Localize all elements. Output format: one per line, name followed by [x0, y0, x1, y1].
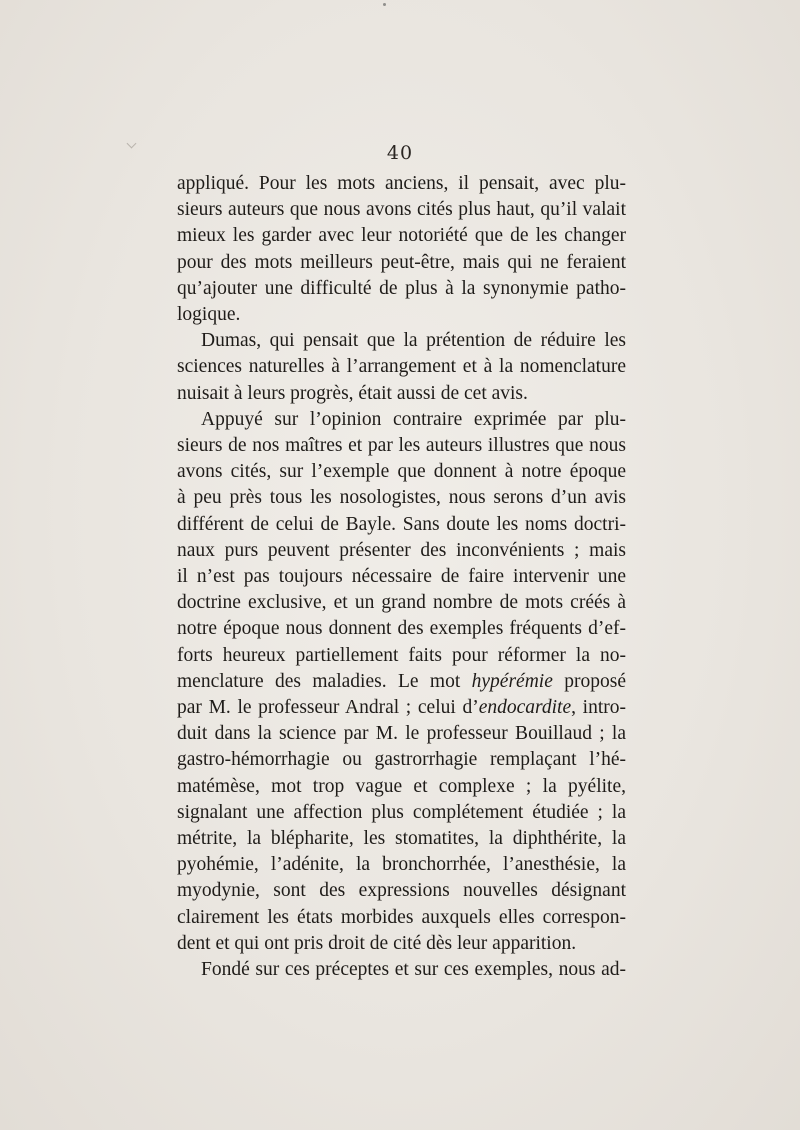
text-line: métrite, la blépharite, les stomatites, la diphthérite, la	[177, 828, 626, 850]
text-line: forts heureux partiellement faits pour réformer la no-	[177, 644, 626, 666]
text-line: naux purs peuvent présenter des inconvénients ; mais	[177, 539, 626, 561]
text-line: différent de celui de Bayle. Sans doute les noms doctri-	[177, 513, 626, 535]
text-line: dent et qui ont pris droit de cité dès leur apparition.	[177, 932, 577, 954]
text-line: notre époque nous donnent des exemples fréquents d’ef-	[177, 618, 626, 640]
text-line: Dumas, qui pensait que la prétention de réduire les	[201, 330, 626, 352]
text-line: menclature des maladies. Le mot hypérémie proposé	[177, 670, 626, 692]
text-line: Fondé sur ces préceptes et sur ces exemples, nous ad-	[201, 959, 626, 981]
page-number: 40	[386, 142, 414, 164]
text-line: myodynie, sont des expressions nouvelles désignant	[177, 880, 626, 902]
paper-speck	[383, 3, 386, 6]
text-line: pyohémie, l’adénite, la bronchorrhée, l’anesthésie, la	[177, 854, 626, 876]
text-line: matémèse, mot trop vague et complexe ; la pyélite,	[177, 775, 626, 797]
text-line: à peu près tous les nosologistes, nous serons d’un avis	[177, 487, 626, 509]
text-line: logique.	[177, 304, 241, 326]
text-line: qu’ajouter une difficulté de plus à la synonymie patho-	[177, 277, 626, 299]
text-line: duit dans la science par M. le professeur Bouillaud ; la	[177, 723, 626, 745]
text-line: sciences naturelles à l’arrangement et à la nomenclature	[177, 356, 626, 378]
body-text	[177, 171, 626, 983]
text-line: mieux les garder avec leur notoriété que de les changer	[177, 225, 626, 247]
text-line: il n’est pas toujours nécessaire de faire intervenir une	[177, 566, 626, 588]
text-line: sieurs auteurs que nous avons cités plus haut, qu’il valait	[177, 199, 626, 221]
text-line: avons cités, sur l’exemple que donnent à notre époque	[177, 461, 626, 483]
text-line: gastro-hémorrhagie ou gastrorrhagie remplaçant l’hé-	[177, 749, 626, 771]
text-line: appliqué. Pour les mots anciens, il pensait, avec plu-	[177, 173, 626, 194]
text-line: Appuyé sur l’opinion contraire exprimée par plu-	[201, 408, 626, 430]
text-line: pour des mots meilleurs peut-être, mais qui ne feraient	[177, 251, 626, 273]
text-line: sieurs de nos maîtres et par les auteurs illustres que nous	[177, 435, 626, 457]
text-line: clairement les états morbides auxquels elles correspon-	[177, 906, 626, 928]
text-line: par M. le professeur Andral ; celui d’endocardite, intro-	[177, 697, 626, 719]
text-line: nuisait à leurs progrès, était aussi de cet avis.	[177, 382, 528, 404]
text-line: doctrine exclusive, et un grand nombre de mots créés à	[177, 592, 626, 614]
text-line: signalant une affection plus complétement étudiée ; la	[177, 801, 626, 823]
